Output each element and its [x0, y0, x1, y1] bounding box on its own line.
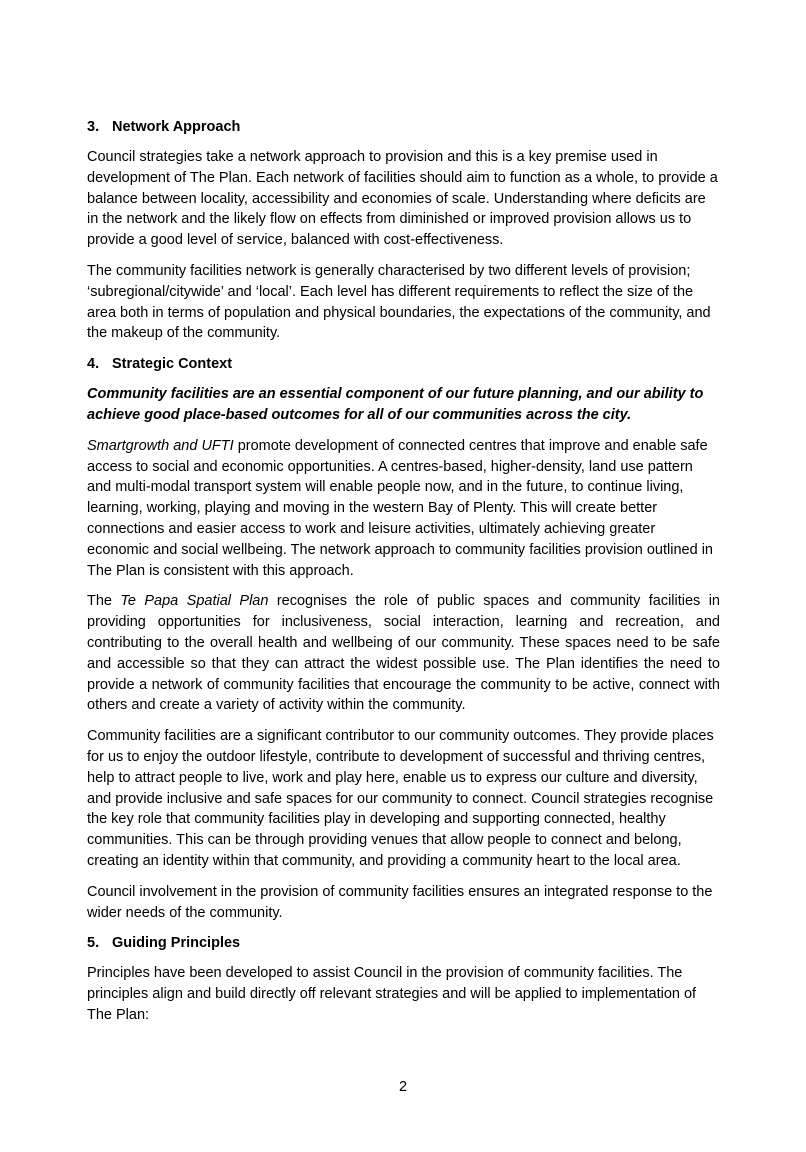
- paragraph-text: recognises the role of public spaces and community facilities in providing opportunities for inclusiveness, social interaction, learning and recreation, and contributing to the overall health and wellbeing of our community. These spaces need to be safe and accessible so that they can attract the widest possible use. The Plan identifies the need to provide a network of community facilities that encourage the community to be active, connect with others and create a variety of activity within the community.: [87, 593, 720, 714]
- section-title: Strategic Context: [112, 356, 233, 373]
- paragraph: [87, 591, 720, 716]
- italic-reference: Smartgrowth and UFTI: [87, 437, 234, 454]
- section-number: 5.: [87, 935, 100, 952]
- section-heading-network-approach: [87, 117, 720, 137]
- section-number: 3.: [87, 119, 100, 135]
- paragraph: [87, 436, 720, 582]
- page-number: 2: [398, 1079, 408, 1095]
- lead-statement: Community facilities are an essential component of our future planning, and our ability to achieve good place-based outcomes for all of our communities across the city.: [87, 386, 704, 423]
- paragraph-text: promote development of connected centres that improve and enable safe access to social and economic opportunities. A centres-based, higher-density, land use pattern and multi-modal transport system will enable people now, and in the future, to continue living, learning, working, playing and moving in the western Bay of Plenty. This will create better connections and easier access to work and leisure activities, ultimately achieving greater economic and social wellbeing. The network approach to community facilities provision outlined in The Plan is consistent with this approach.: [87, 437, 713, 579]
- section-number: 4.: [87, 356, 100, 373]
- paragraph: Community facilities are a significant contributor to our community outcomes. They provide places for us to enjoy the outdoor lifestyle, contribute to development of successful and thriving centres, help to attract people to live, work and play here, enable us to express our culture and diversity, and provide inclusive and safe spaces for our community to connect. Council strategies recognise the key role that community facilities play in developing and supporting connected, healthy communities. This can be through providing venues that allow people to connect and belong, creating an identity within that community, and providing a community heart to the local area.: [87, 728, 714, 869]
- section-heading-guiding-principles: [87, 933, 720, 953]
- paragraph-text: The: [87, 593, 121, 610]
- paragraph: Principles have been developed to assist Council in the provision of community facilities. The principles align and build directly off relevant strategies and will be applied to implementation of The Plan:: [87, 965, 697, 1023]
- paragraph: The community facilities network is generally characterised by two different levels of provision; ‘subregional/citywide’ and ‘local’. Each level has different requirements to reflect the size of the area both in terms of population and physical boundaries, the expectations of the community, and the makeup of the community.: [87, 262, 711, 342]
- section-title: Network Approach: [112, 119, 241, 135]
- section-title: Guiding Principles: [112, 935, 241, 952]
- italic-reference: Te Papa Spatial Plan: [120, 593, 269, 610]
- section-heading-strategic-context: [87, 354, 720, 374]
- paragraph: Council involvement in the provision of community facilities ensures an integrated response to the wider needs of the community.: [87, 883, 713, 921]
- paragraph: Council strategies take a network approach to provision and this is a key premise used in development of The Plan. Each network of facilities should aim to function as a whole, to provide a balance between locality, accessibility and economies of scale. Understanding where deficits are in the network and the likely flow on effects from diminished or improved provision allows us to provide a good level of service, balanced with cost-effectiveness.: [87, 149, 718, 249]
